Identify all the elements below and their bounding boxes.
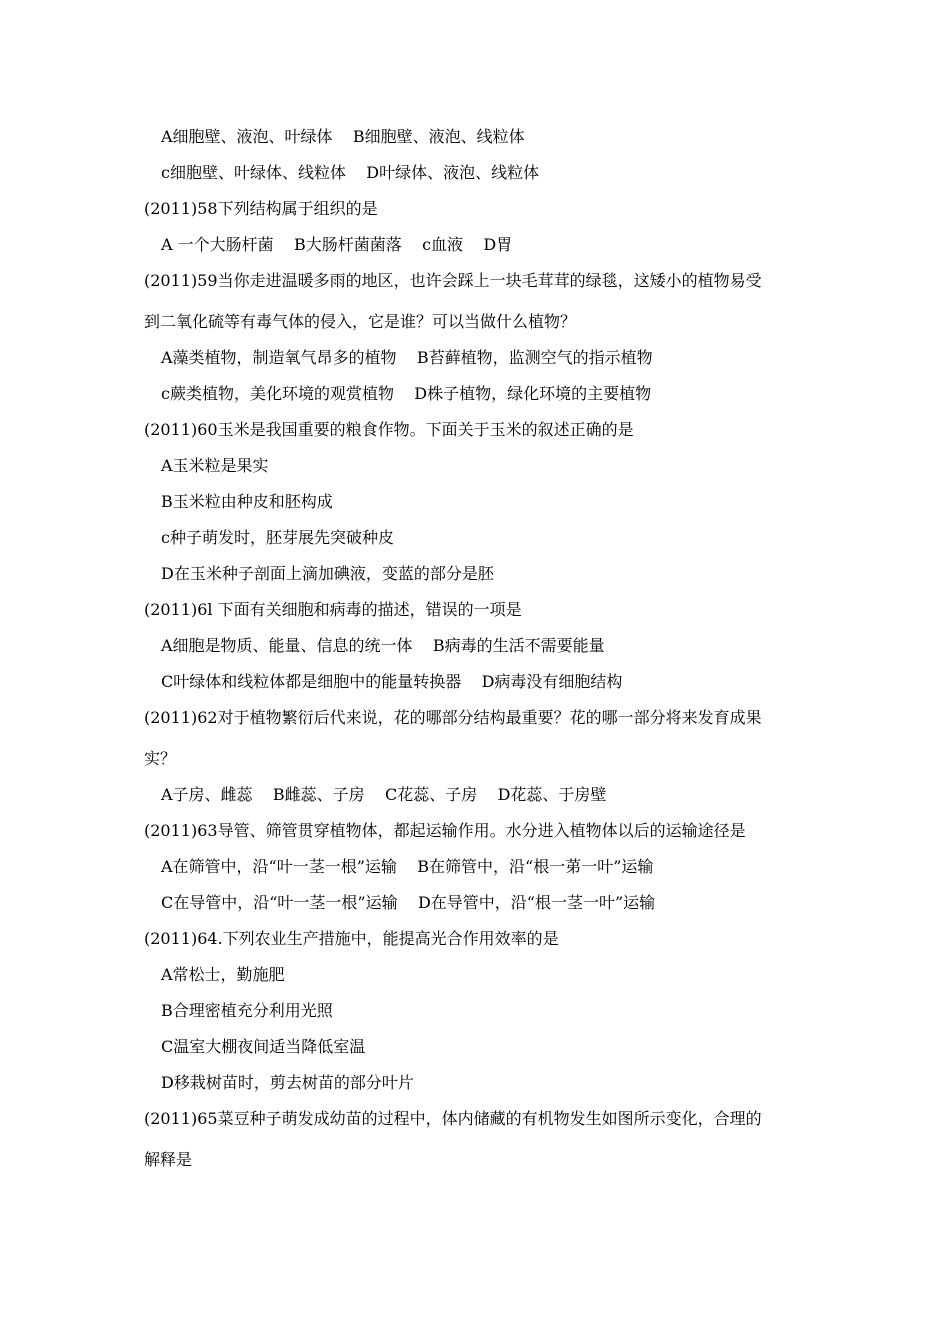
option-line: A细胞是物质、能量、信息的统一体 B病毒的生活不需要能量 <box>161 636 605 655</box>
option-line: C叶绿体和线粒体都是细胞中的能量转换器 D病毒没有细胞结构 <box>161 672 623 691</box>
option-line: D移栽树苗时，剪去树苗的部分叶片 <box>161 1073 414 1092</box>
option-line: B合理密植充分利用光照 <box>161 1001 333 1020</box>
option-line: D在玉米种子剖面上滴加碘液，变蓝的部分是胚 <box>161 564 494 583</box>
option-line: c种子萌发时，胚芽展先突破种皮 <box>161 528 394 547</box>
option-line: A子房、雌蕊 B雌蕊、子房 C花蕊、子房 D花蕊、于房壁 <box>161 785 607 804</box>
option-line: A 一个大肠杆菌 B大肠杆菌菌落 c血液 D胃 <box>161 235 513 254</box>
option-line: A常松士，勤施肥 <box>161 965 285 984</box>
question-62-continued: 实？ <box>144 749 177 768</box>
question-65: (2011)65菜豆种子萌发成幼苗的过程中，体内储藏的有机物发生如图所示变化，合理的 <box>144 1109 762 1128</box>
question-60: (2011)60玉米是我国重要的粮食作物。下面关于玉米的叙述正确的是 <box>144 420 634 439</box>
question-62: (2011)62对于植物繁衍后代来说，花的哪部分结构最重要？花的哪一部分将来发育成果 <box>144 708 762 727</box>
question-64: (2011)64.下列农业生产措施中，能提高光合作用效率的是 <box>144 929 559 948</box>
option-line: C在导管中，沿“叶一茎一根”运输 D在导管中，沿“根一茎一叶”运输 <box>161 893 656 912</box>
option-line: B玉米粒由种皮和胚构成 <box>161 492 333 511</box>
option-line: C温室大棚夜间适当降低室温 <box>161 1037 366 1056</box>
option-line: A玉米粒是果实 <box>161 456 269 475</box>
question-59: (2011)59当你走进温暖多雨的地区，也许会踩上一块毛茸茸的绿毯，这矮小的植物易受 <box>144 271 762 290</box>
question-65-continued: 解释是 <box>144 1150 193 1169</box>
question-61: (2011)6l 下面有关细胞和病毒的描述，错误的一项是 <box>144 600 522 619</box>
option-line: c蕨类植物，美化环境的观赏植物 D株子植物，绿化环境的主要植物 <box>161 384 652 403</box>
option-line: A细胞壁、液泡、叶绿体 B细胞壁、液泡、线粒体 <box>161 127 525 146</box>
option-line: A藻类植物，制造氧气昂多的植物 B苔藓植物，监测空气的指示植物 <box>161 348 653 367</box>
option-line: c细胞壁、叶绿体、线粒体 D叶绿体、液泡、线粒体 <box>161 163 540 182</box>
question-58: (2011)58下列结构属于组织的是 <box>144 199 378 218</box>
question-63: (2011)63导管、筛管贯穿植物体，都起运输作用。水分进入植物体以后的运输途径是 <box>144 821 746 840</box>
option-line: A在筛管中，沿“叶一茎一根”运输 B在筛管中，沿“根一苐一叶”运输 <box>161 857 654 876</box>
question-59-continued: 到二氧化硫等有毒气体的侵入，它是谁？可以当做什么植物？ <box>144 312 577 331</box>
